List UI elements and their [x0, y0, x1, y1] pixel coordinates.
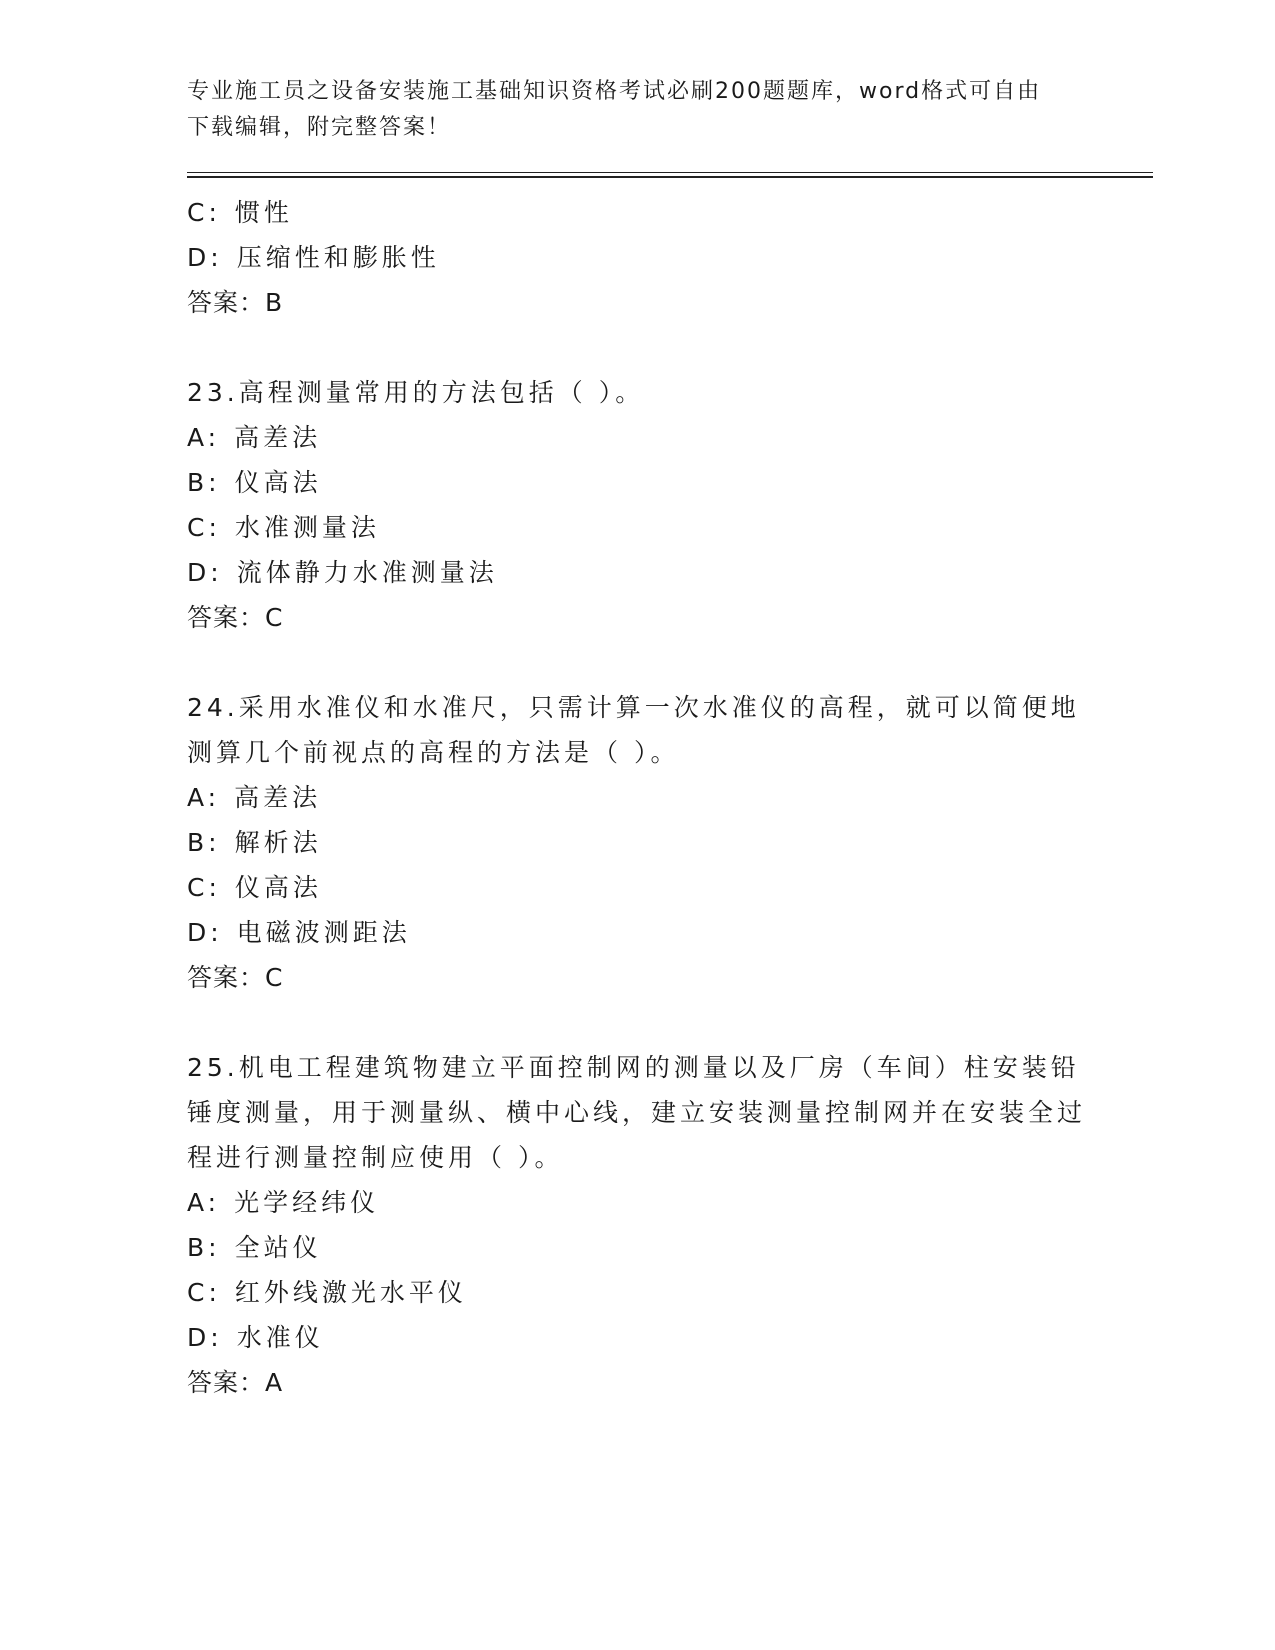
option-text: 仪高法 — [234, 468, 322, 497]
header-title-line-2: 下载编辑，附完整答案！ — [187, 115, 452, 140]
question-stem: 23.高程测量常用的方法包括（ ）。 — [187, 378, 645, 407]
prev-question — [187, 190, 1087, 325]
answer-line: 答案：C — [187, 963, 284, 992]
question-stem: 25.机电工程建筑物建立平面控制网的测量以及厂房（车间）柱安装铅锤度测量，用于测量纵、横中心线，建立安装测量控制网并在安装全过程进行测量控制应使用（ ）。 — [187, 1053, 1087, 1172]
option-text: 光学经纬仪 — [234, 1188, 380, 1217]
option-text: 高差法 — [234, 783, 322, 812]
option-text: 高差法 — [234, 423, 322, 452]
option-text: 仪高法 — [234, 873, 322, 902]
answer-line: 答案：A — [187, 1368, 284, 1397]
question-25 — [187, 1045, 1087, 1405]
option-key: C: — [187, 1278, 221, 1307]
spacer — [187, 1000, 1087, 1045]
option-text: 压缩性和膨胀性 — [236, 243, 440, 272]
option-item — [187, 1315, 1087, 1360]
question-24 — [187, 685, 1087, 1000]
question-stem: 24.采用水准仪和水准尺，只需计算一次水准仪的高程，就可以简便地测算几个前视点的高程的方法是（ ）。 — [187, 693, 1080, 767]
option-text: 流体静力水准测量法 — [236, 558, 498, 587]
option-item — [187, 1225, 1087, 1270]
answer-line: 答案：C — [187, 603, 284, 632]
option-text: 全站仪 — [234, 1233, 322, 1262]
option-key: C: — [187, 198, 221, 227]
option-item — [187, 235, 1087, 280]
option-item — [187, 910, 1087, 955]
option-item — [187, 865, 1087, 910]
header-rule-thin — [187, 172, 1153, 173]
option-item — [187, 460, 1087, 505]
header-rule-thick — [187, 176, 1153, 178]
spacer — [187, 325, 1087, 370]
option-key: B: — [187, 828, 221, 857]
option-item — [187, 505, 1087, 550]
option-item — [187, 775, 1087, 820]
option-key: D: — [187, 558, 223, 587]
option-key: B: — [187, 468, 221, 497]
option-key: D: — [187, 918, 223, 947]
option-text: 惯性 — [234, 198, 293, 227]
option-key: D: — [187, 1323, 223, 1352]
question-list — [187, 190, 1087, 1405]
option-key: C: — [187, 513, 221, 542]
option-item — [187, 190, 1087, 235]
option-key: D: — [187, 243, 223, 272]
option-key: A: — [187, 783, 221, 812]
option-key: B: — [187, 1233, 221, 1262]
option-item — [187, 550, 1087, 595]
option-text: 解析法 — [234, 828, 322, 857]
option-item — [187, 1270, 1087, 1315]
option-item — [187, 415, 1087, 460]
option-item — [187, 820, 1087, 865]
page-header — [187, 74, 1087, 146]
option-key: A: — [187, 1188, 221, 1217]
option-text: 水准测量法 — [234, 513, 380, 542]
header-title-line-1: 专业施工员之设备安装施工基础知识资格考试必刷200题题库，word格式可自由 — [187, 79, 1042, 104]
answer-line: 答案：B — [187, 288, 284, 317]
option-text: 红外线激光水平仪 — [234, 1278, 467, 1307]
option-key: A: — [187, 423, 221, 452]
spacer — [187, 640, 1087, 685]
option-item — [187, 1180, 1087, 1225]
option-text: 水准仪 — [236, 1323, 324, 1352]
option-key: C: — [187, 873, 221, 902]
question-23 — [187, 370, 1087, 640]
option-text: 电磁波测距法 — [236, 918, 411, 947]
